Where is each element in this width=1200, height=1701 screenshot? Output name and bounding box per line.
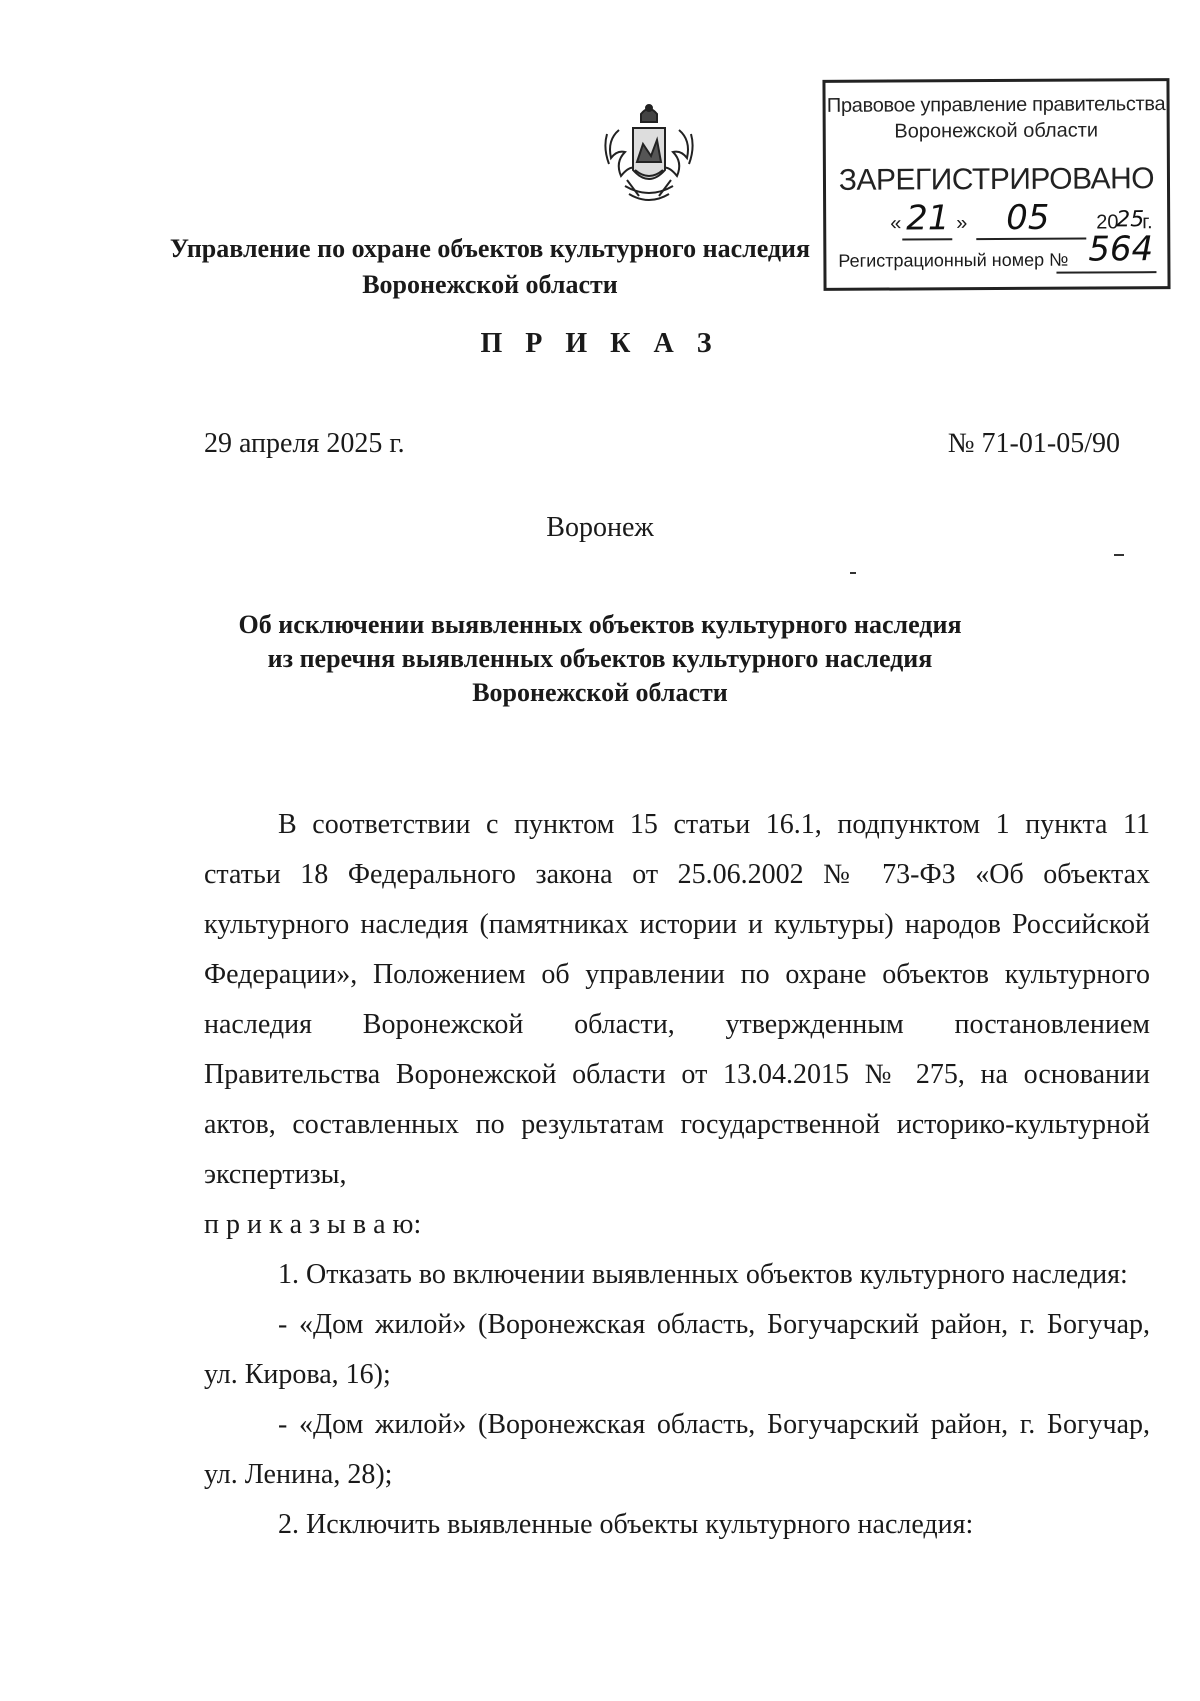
- preamble-line: В соответствии с пунктом 15 статьи 16.1, подпунктом 1 пункта 11: [278, 809, 1150, 840]
- item-1-b-line1: - «Дом жилой» (Воронежская область, Богучарский район, г. Богучар,: [278, 1409, 1150, 1440]
- stamp-open-quote: «: [890, 212, 902, 235]
- subject-line3: Воронежской области: [472, 678, 728, 707]
- stamp-reg-number: 564: [1088, 229, 1154, 270]
- preamble-paragraph: [204, 800, 1150, 1550]
- stamp-day: 21: [906, 198, 950, 239]
- item-1: 1. Отказать во включении выявленных объектов культурного наследия:: [278, 1259, 1128, 1290]
- item-1-b-line2: ул. Ленина, 28);: [204, 1459, 393, 1490]
- subject-line1: Об исключении выявленных объектов культурного наследия: [238, 610, 962, 639]
- stamp-reg-line: [838, 250, 1068, 272]
- item-2: 2. Исключить выявленные объекты культурного наследия:: [278, 1509, 974, 1540]
- document-number: № 71-01-05/90: [947, 428, 1120, 459]
- stamp-year-suffix: 25: [1116, 207, 1145, 233]
- stamp-year-unit: г.: [1142, 211, 1153, 234]
- stamp-close-quote: »: [956, 212, 968, 235]
- scan-mark: [850, 572, 856, 574]
- organization-name-line2: Воронежской области: [362, 270, 618, 299]
- scan-mark: [1114, 554, 1124, 556]
- organization-name-line1: Управление по охране объектов культурного наследия: [169, 234, 811, 263]
- stamp-month: 05: [1006, 197, 1050, 238]
- document-city: Воронеж: [546, 512, 654, 543]
- item-1-a-line1: - «Дом жилой» (Воронежская область, Богучарский район, г. Богучар,: [278, 1309, 1150, 1340]
- coat-of-arms-icon: [598, 100, 700, 210]
- stamp-line1: Правовое управление правительства: [826, 93, 1166, 117]
- order-word: п р и к а з ы в а ю:: [204, 1209, 422, 1240]
- registration-stamp: [822, 78, 1170, 291]
- subject-line2: из перечня выявленных объектов культурного наследия: [267, 644, 933, 673]
- preamble-line: Правительства Воронежской области от 13.04.2015 № 275, на основании: [204, 1059, 1150, 1090]
- stamp-line2: Воронежской области: [894, 119, 1099, 143]
- preamble-line: статьи 18 Федерального закона от 25.06.2002 № 73-ФЗ «Об объектах: [204, 859, 1150, 890]
- preamble-line: экспертизы,: [204, 1159, 347, 1190]
- preamble-line: Федерации», Положением об управлении по охране объектов культурного: [204, 959, 1150, 990]
- preamble-line: наследия Воронежской области, утвержденным постановлением: [204, 1009, 1150, 1040]
- preamble-line: актов, составленных по результатам государственной историко-культурной: [204, 1109, 1150, 1140]
- preamble-line: культурного наследия (памятниках истории и культуры) народов Российской: [204, 909, 1150, 940]
- stamp-reg-label: Регистрационный номер №: [838, 249, 1069, 271]
- stamp-status: ЗАРЕГИСТРИРОВАНО: [838, 162, 1155, 197]
- stamp-year-prefix: 20: [1096, 211, 1119, 234]
- document-date: 29 апреля 2025 г.: [204, 428, 405, 459]
- document-type-title: П Р И К А З: [480, 328, 720, 359]
- item-1-a-line2: ул. Кирова, 16);: [204, 1359, 391, 1390]
- document-subject: [0, 608, 1200, 710]
